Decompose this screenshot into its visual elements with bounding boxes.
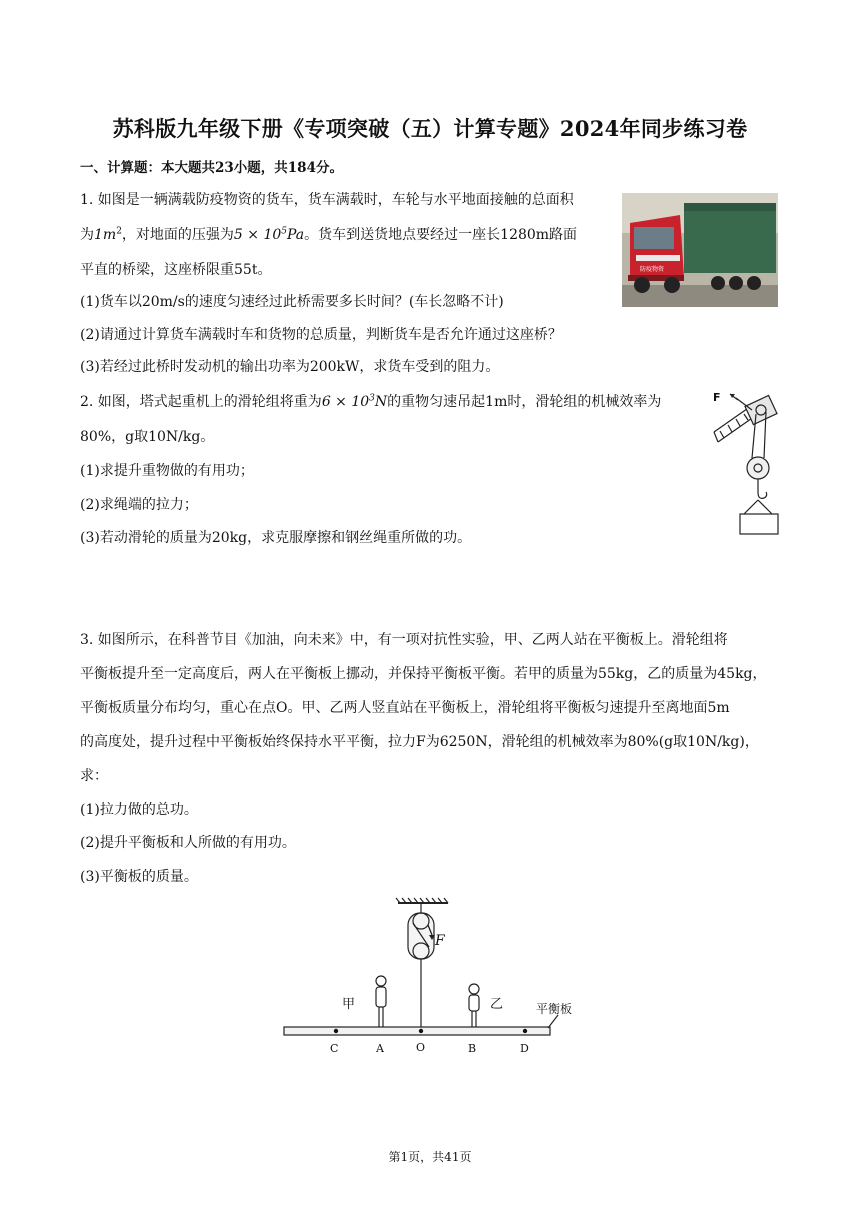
point-a-label: A <box>376 1042 384 1055</box>
person-yi-label: 乙 <box>490 997 504 1012</box>
point-d-label: D <box>520 1042 529 1055</box>
q1-line-3: 平直的桥梁，这座桥限重55t。 <box>80 262 272 278</box>
board-label: 平衡板 <box>536 1002 573 1016</box>
crane-f-label: F <box>713 391 721 404</box>
q2-line-2: 80%，g取10N/kg。 <box>80 429 215 445</box>
q3-line-3: 平衡板质量分布均匀，重心在点O。甲、乙两人竖直站在平衡板上，滑轮组将平衡板匀速提升至离地面5m <box>80 700 730 716</box>
pulley-f-label: F <box>435 933 445 949</box>
q3-line-5: 求： <box>80 768 108 784</box>
q2-line-1: 2. 如图，塔式起重机上的滑轮组将重为$6 \times 10^3N$的重物匀速吊起1m时，滑轮组的机械效率为 <box>80 393 662 410</box>
q3-line-2: 平衡板提升至一定高度后，两人在平衡板上挪动，并保持平衡板平衡。若甲的质量为55kg，乙的质量为45kg， <box>80 666 767 682</box>
q3-line-4: 的高度处，提升过程中平衡板始终保持水平平衡，拉力F为6250N，滑轮组的机械效率为80%(g取10N/kg)， <box>80 734 759 750</box>
point-o-label: O <box>416 1041 426 1054</box>
page-title: 苏科版九年级下册《专项突破（五）计算专题》2024年同步练习卷 <box>112 116 748 141</box>
q3-sub-1: (1)拉力做的总功。 <box>80 802 198 818</box>
q2-sub-2: (2)求绳端的拉力； <box>80 497 198 513</box>
truck-photo <box>622 193 778 307</box>
crane-pulley-figure <box>708 388 788 544</box>
q1-sub-3: (3)若经过此桥时发动机的输出功率为200kW，求货车受到的阻力。 <box>80 359 500 375</box>
q1-line-1: 1. 如图是一辆满载防疫物资的货车，货车满载时，车轮与水平地面接触的总面积 <box>80 192 574 208</box>
point-b-label: B <box>468 1042 477 1055</box>
q1-sub-2: (2)请通过计算货车满载时车和货物的总质量，判断货车是否允许通过这座桥？ <box>80 327 562 343</box>
q3-sub-3: (3)平衡板的质量。 <box>80 869 198 885</box>
q3-line-1: 3. 如图所示，在科普节目《加油，向未来》中，有一项对抗性实验，甲、乙两人站在平衡板上。滑轮组将 <box>80 632 728 648</box>
balance-board-figure <box>280 895 600 1069</box>
point-c-label: C <box>330 1042 339 1055</box>
q2-sub-1: (1)求提升重物做的有用功； <box>80 463 254 479</box>
q2-sub-3: (3)若动滑轮的质量为20kg，求克服摩擦和钢丝绳重所做的功。 <box>80 530 472 546</box>
q3-sub-2: (2)提升平衡板和人所做的有用功。 <box>80 835 296 851</box>
person-jia-label: 甲 <box>342 997 356 1012</box>
truck-side-text: 防疫物资 <box>640 266 665 273</box>
section-heading: 一、计算题：本大题共23小题，共184分。 <box>80 160 343 176</box>
page-footer: 第1页，共41页 <box>388 1150 472 1164</box>
q1-sub-1: (1)货车以20m/s的速度匀速经过此桥需要多长时间？(车长忽略不计) <box>80 294 504 310</box>
q1-line-2: 为$1m^2$，对地面的压强为$5 \times 10^5Pa$。货车到送货地点要经过一座长1280m路面 <box>80 226 578 243</box>
